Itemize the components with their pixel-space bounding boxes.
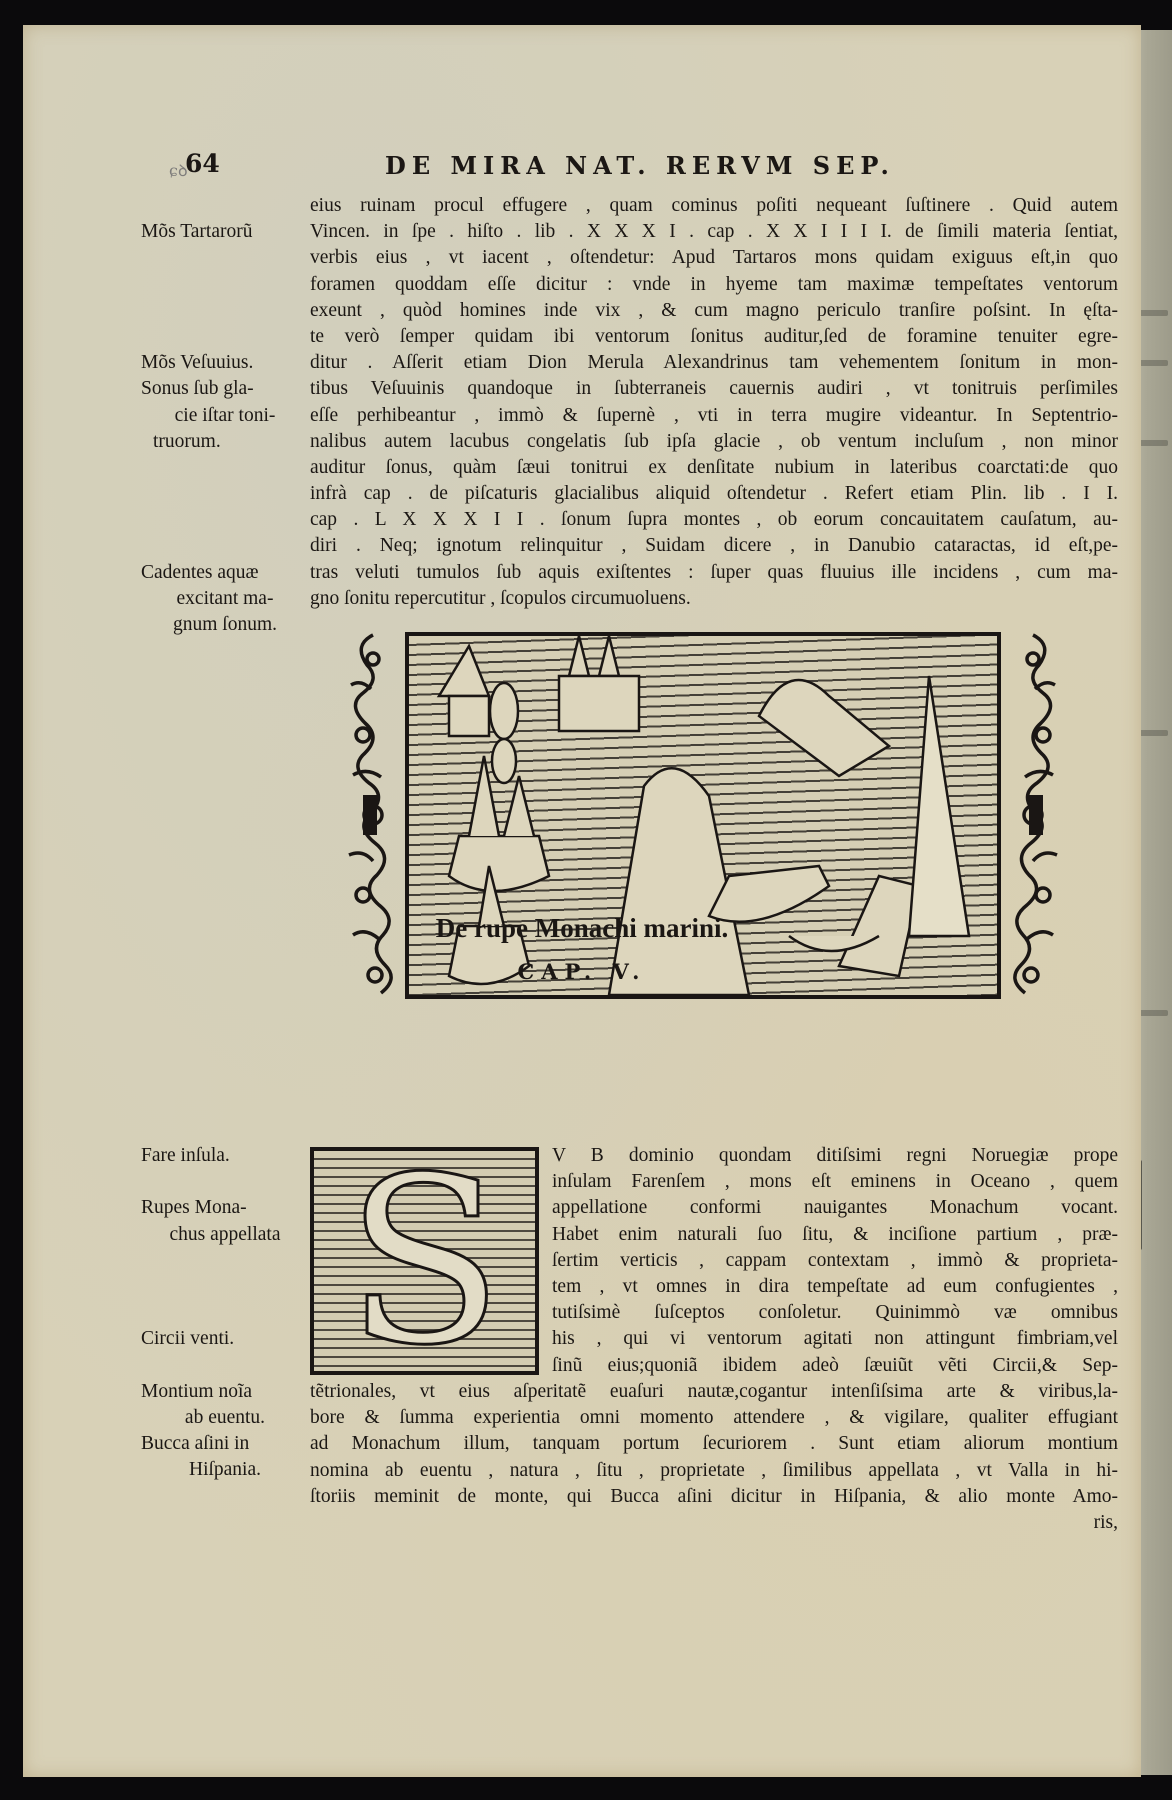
text-line: auditur ſonus, quàm ſæui tonitrui ex denſitate nubium in lateribus coarctati:de quo <box>310 456 1118 478</box>
text-line: ſertim verticis , cappam contextam , immò & proprieta- <box>552 1249 1118 1271</box>
catchword: ris, <box>1093 1511 1118 1533</box>
margin-note-cadentes-aquae: Cadentes aquæ <box>141 561 259 583</box>
text-line: eius ruinam procul effugere , quam cominus poſiti nequeant ſuſtinere . Quid autem <box>310 195 1118 216</box>
margin-note-line: chus appellata <box>169 1223 281 1245</box>
margin-note-circii-venti: Circii venti. <box>141 1328 235 1350</box>
woodcut-illustration <box>343 625 1063 1015</box>
running-title: DE MIRA NAT. RERVM SEP. <box>385 151 895 180</box>
body-text-chapter <box>310 1379 1118 1536</box>
text-line: eſſe perhibeantur , immò & ſupernè , vti in terra mugire videantur. In Septentrio- <box>310 404 1118 426</box>
text-line: exeunt , quòd homines inde vix , & cum magno periculo tranſire poſsint. In ęſta- <box>310 299 1118 321</box>
folio-handwritten-mark: ɕꝺ <box>169 161 188 180</box>
text-line: ad Monachum illum, tanquam portum ſecuriorem . Sunt etiam aliorum montium <box>310 1433 1118 1455</box>
margin-note-line: truorum. <box>153 430 221 452</box>
initial-letter: S <box>345 1147 504 1375</box>
text-line: tras veluti tumulos ſub aquis exiſtentes : ſuper quas fluuius ille incidens , cum ma- <box>310 561 1118 583</box>
page-number: 64 <box>185 149 220 178</box>
text-line: foramen quoddam eſſe dicitur : vnde in hyeme tam maximæ tempeſtates ventorum <box>310 273 1118 295</box>
margin-note-line: Sonus ſub gla- <box>141 378 254 400</box>
text-line: tem , vt omnes in dira tempeſtate ad eum confugientes , <box>552 1275 1118 1297</box>
body-text-beside-initial <box>552 1143 1118 1379</box>
text-line: nomina ab euentu , natura , ſitu , proprietate , ſimilibus appellata , vt Valla in hi- <box>310 1459 1118 1481</box>
text-line: nalibus autem lacubus congelatis ſub ipſa glacie , ob ventum incluſum , non minor <box>310 430 1118 452</box>
margin-note-bucca-asini: Bucca aſini in <box>141 1433 250 1455</box>
text-line: ſinũ eius;quoniã ibidem adeò ſæuiũt vẽti Circii,& Sep- <box>552 1354 1118 1376</box>
text-line: tẽtrionales, vt eius aſperitatẽ euaſuri nautæ,cogantur intenſiſsima arte & viribus,la- <box>310 1381 1118 1402</box>
text-line: gno ſonitu repercutitur , ſcopulos circumuoluens. <box>310 587 691 609</box>
text-line: V B dominio quondam ditiſsimi regni Noruegiæ prope <box>552 1145 1118 1166</box>
margin-note-rupes-monachus: Rupes Mona- <box>141 1197 247 1219</box>
margin-note-line: Hiſpania. <box>188 1459 262 1481</box>
marginalia-top <box>141 193 309 638</box>
ornament-border-right-icon <box>1011 625 1063 1015</box>
ornament-border-left-icon <box>343 625 395 1015</box>
margin-note-line: excitant ma- <box>176 588 274 609</box>
text-line: te verò ſemper quidam ibi ventorum ſonitus auditur,ſed de foramine tenuiter egre- <box>310 325 1118 347</box>
chapter-number: CAP. V. <box>517 959 647 984</box>
chapter-title: De rupe Monachi marini. <box>435 913 729 943</box>
text-line: ditur . Aſſerit etiam Dion Merula Alexandrinus tam vehementem ſonitum in mon- <box>310 352 1118 374</box>
running-head <box>23 149 1141 189</box>
margin-note-line: gnum ſonum. <box>172 614 277 636</box>
text-line: tutiſsimè ſuſceptos conſoletur. Quinimmò væ omnibus <box>552 1302 1118 1324</box>
text-line: infrà cap . de piſcaturis glacialibus aliquid oſtendetur . Refert etiam Plin. lib . I I. <box>310 483 1118 505</box>
text-line: diri . Neq; ignotum relinquitur , Suidam dicere , in Danubio cataractas, id eſt,pe- <box>310 535 1118 557</box>
text-line: bore & ſumma experientia omni momento attendere , & vigilare, qualiter effugiant <box>310 1407 1118 1429</box>
text-line: inſulam Farenſem , mons eſt eminens in Oceano , quem <box>552 1171 1118 1193</box>
margin-note-line: cie iſtar toni- <box>174 404 276 426</box>
text-line: verbis eius , vt iacent , oſtendetur: Apud Tartaros mons quidam exiguus eſt,in quo <box>310 247 1118 269</box>
text-line: cap . L X X X I I . ſonum ſupra montes , ob eorum concauitatem cauſatum, au- <box>310 509 1118 531</box>
book-page <box>23 25 1141 1777</box>
body-text-top <box>310 193 1118 612</box>
decorated-initial <box>310 1147 539 1375</box>
text-line: Vincen. in ſpe . hiſto . lib . X X X I . cap . X X I I I I. de ſimili materia ſentiat, <box>310 221 1118 243</box>
text-line: ſtoriis meminit de monte, qui Bucca aſini dicitur in Hiſpania, & alio monte Amo- <box>310 1485 1118 1507</box>
margin-note-mons-tartarorum: Mõs Tartarorũ <box>141 221 253 243</box>
text-line: his , qui vi ventorum agitati non attingunt fimbriam,vel <box>552 1328 1118 1350</box>
text-line: tibus Veſuuinis quandoque in ſubterraneis cauernis audiri , vt tonitruis perſimiles <box>310 378 1118 400</box>
text-line: Habet enim naturali ſuo ſitu, & inciſione partium , præ- <box>552 1223 1118 1245</box>
margin-note-montium-nomina: Montium noĩa <box>141 1380 253 1402</box>
marginalia-chapter <box>141 1143 309 1484</box>
margin-note-mons-vesuvius: Mõs Veſuuius. <box>141 352 254 374</box>
margin-note-fare-insula: Fare inſula. <box>141 1145 230 1166</box>
margin-note-line: ab euentu. <box>184 1406 266 1428</box>
text-line: appellatione conformi nauigantes Monachum vocant. <box>552 1197 1118 1219</box>
